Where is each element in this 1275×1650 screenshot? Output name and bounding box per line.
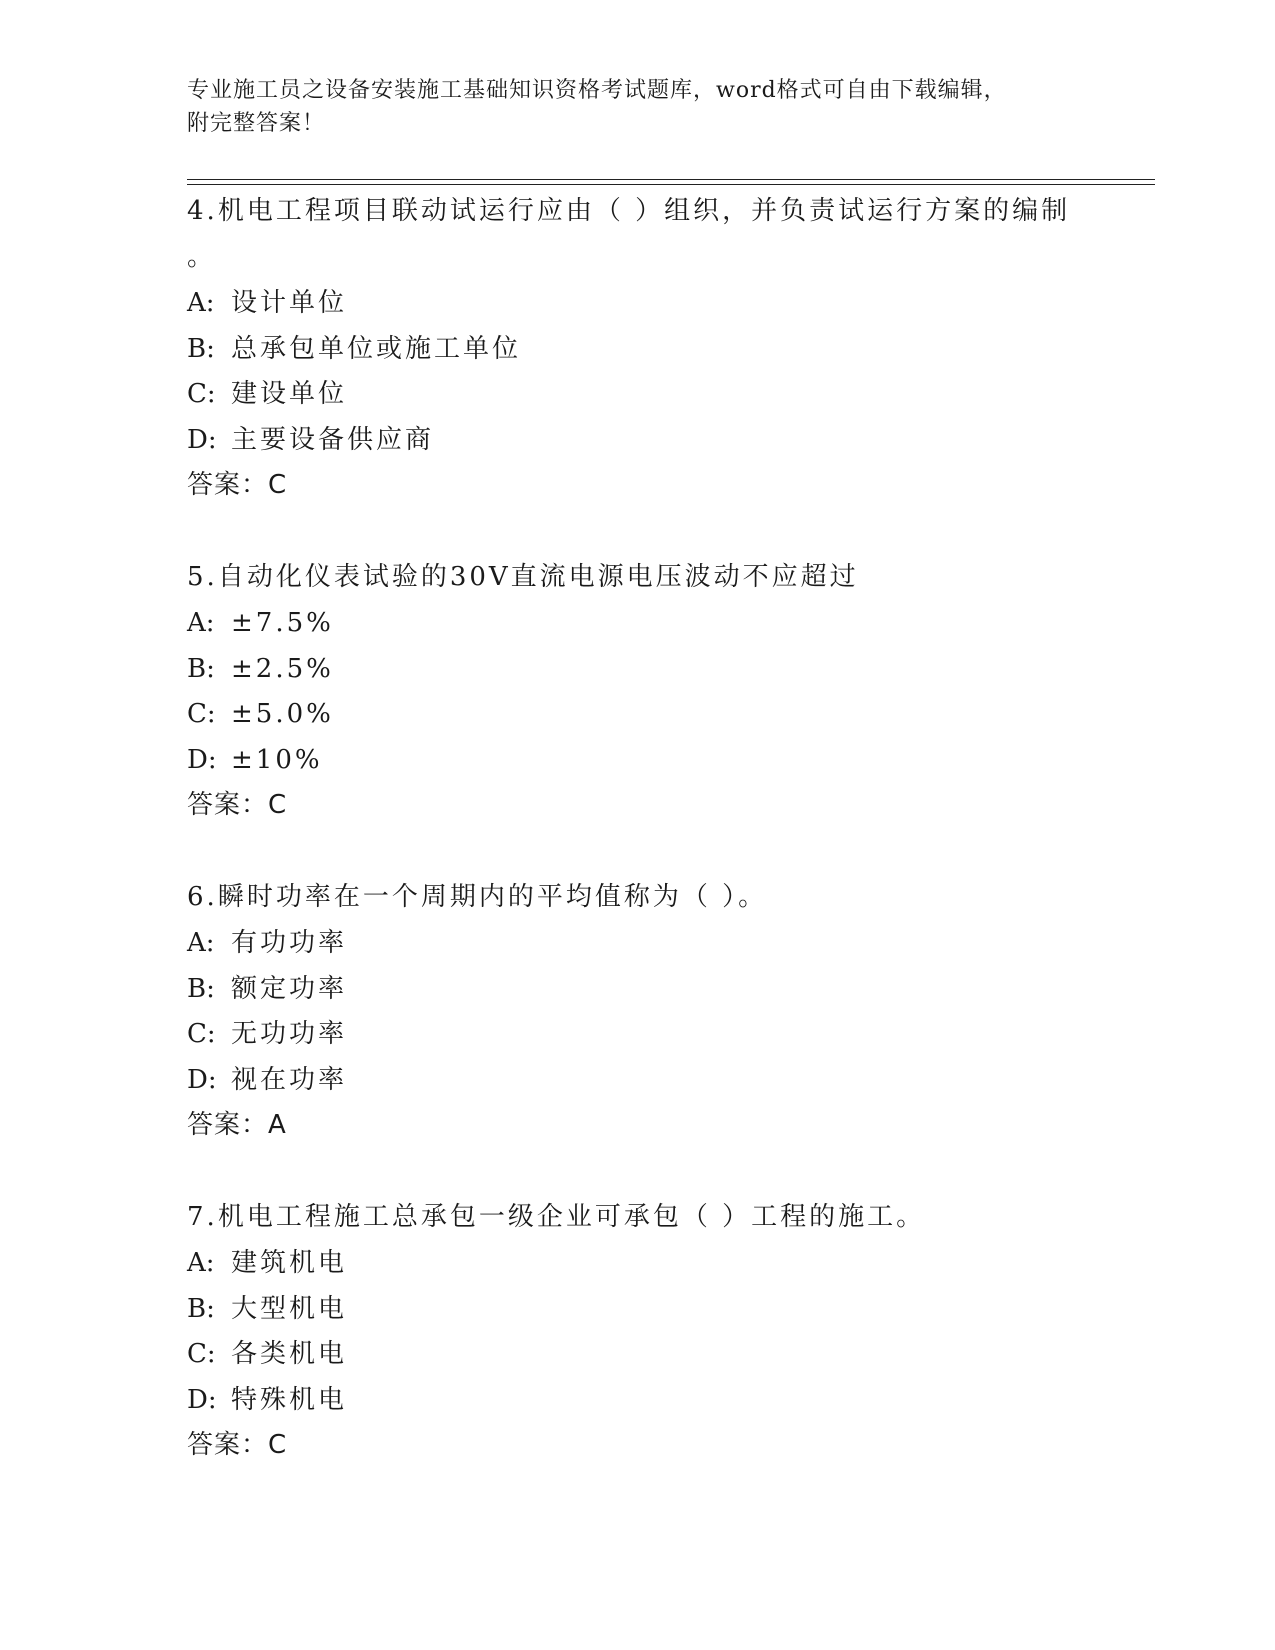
option-text: 特殊机电	[231, 1384, 348, 1415]
option-d	[187, 417, 1147, 463]
option-text: 主要设备供应商	[231, 424, 435, 455]
option-key: C:	[187, 379, 216, 409]
question-text: 机电工程项目联动试运行应由（ ）组织，并负责试运行方案的编制	[217, 196, 1071, 226]
option-a	[187, 280, 1147, 326]
option-key: A:	[187, 288, 215, 318]
option-text: 无功功率	[231, 1019, 348, 1049]
option-text: ±10%	[231, 744, 323, 775]
option-key: D:	[187, 1384, 217, 1415]
option-key: C:	[187, 1019, 216, 1049]
answer-line	[187, 462, 1147, 508]
question-stem	[187, 188, 1147, 234]
option-d	[187, 1377, 1147, 1423]
option-key: B:	[187, 973, 215, 1004]
header-divider-top	[187, 179, 1155, 180]
question-stem	[187, 554, 1147, 600]
option-d	[187, 1057, 1147, 1103]
question-6	[187, 874, 1147, 1148]
option-key: B:	[187, 1293, 215, 1324]
option-b	[187, 646, 1147, 692]
header-divider-bottom	[187, 184, 1155, 185]
option-text: 设计单位	[231, 288, 348, 318]
option-text: ±5.0%	[231, 699, 334, 729]
option-c	[187, 691, 1147, 737]
answer-label: 答案：	[187, 1430, 269, 1460]
option-d	[187, 737, 1147, 783]
answer-label: 答案：	[187, 1110, 269, 1140]
option-key: A:	[187, 928, 215, 958]
option-b	[187, 966, 1147, 1012]
question-7	[187, 1194, 1147, 1468]
question-text: 自动化仪表试验的30V直流电源电压波动不应超过	[217, 562, 859, 592]
option-text: 额定功率	[231, 973, 348, 1004]
option-key: B:	[187, 653, 215, 684]
question-stem	[187, 1194, 1147, 1240]
option-key: B:	[187, 333, 215, 364]
question-stem-continuation: 。	[187, 242, 214, 272]
option-text: 大型机电	[231, 1293, 348, 1324]
option-text: 总承包单位或施工单位	[231, 333, 522, 364]
answer-value: C	[268, 470, 287, 500]
question-number: 5.	[187, 562, 218, 592]
option-c	[187, 1011, 1147, 1057]
answer-value: C	[268, 1430, 287, 1460]
option-text: 建筑机电	[231, 1248, 348, 1278]
option-text: ±2.5%	[231, 653, 334, 684]
option-text: 各类机电	[231, 1339, 348, 1369]
answer-line	[187, 782, 1147, 828]
answer-label: 答案：	[187, 790, 269, 820]
question-stem	[187, 874, 1147, 920]
answer-line	[187, 1102, 1147, 1148]
option-c	[187, 1331, 1147, 1377]
option-key: C:	[187, 699, 216, 729]
option-a	[187, 920, 1147, 966]
option-b	[187, 326, 1147, 372]
option-key: A:	[187, 1248, 215, 1278]
option-text: ±7.5%	[231, 608, 334, 638]
option-text: 有功功率	[231, 928, 348, 958]
question-text: 机电工程施工总承包一级企业可承包（ ）工程的施工。	[217, 1202, 926, 1232]
option-text: 视在功率	[231, 1064, 348, 1095]
answer-label: 答案：	[187, 470, 269, 500]
option-c	[187, 371, 1147, 417]
question-number: 4.	[187, 196, 218, 226]
option-key: A:	[187, 608, 215, 638]
header-text-line-2: 附完整答案！	[187, 111, 326, 136]
option-key: D:	[187, 1064, 217, 1095]
option-key: D:	[187, 424, 217, 455]
header-text-line-1: 专业施工员之设备安装施工基础知识资格考试题库，word格式可自由下载编辑，	[187, 78, 1007, 103]
question-number: 7.	[187, 1202, 218, 1232]
option-key: D:	[187, 744, 217, 775]
option-b	[187, 1286, 1147, 1332]
answer-value: A	[268, 1110, 286, 1140]
option-text: 建设单位	[231, 379, 348, 409]
option-a	[187, 600, 1147, 646]
question-number: 6.	[187, 882, 218, 912]
question-text: 瞬时功率在一个周期内的平均值称为（ ）。	[217, 882, 768, 912]
option-key: C:	[187, 1339, 216, 1369]
answer-line	[187, 1422, 1147, 1468]
question-5	[187, 554, 1147, 828]
question-4	[187, 188, 1147, 508]
option-a	[187, 1240, 1147, 1286]
answer-value: C	[268, 790, 287, 820]
